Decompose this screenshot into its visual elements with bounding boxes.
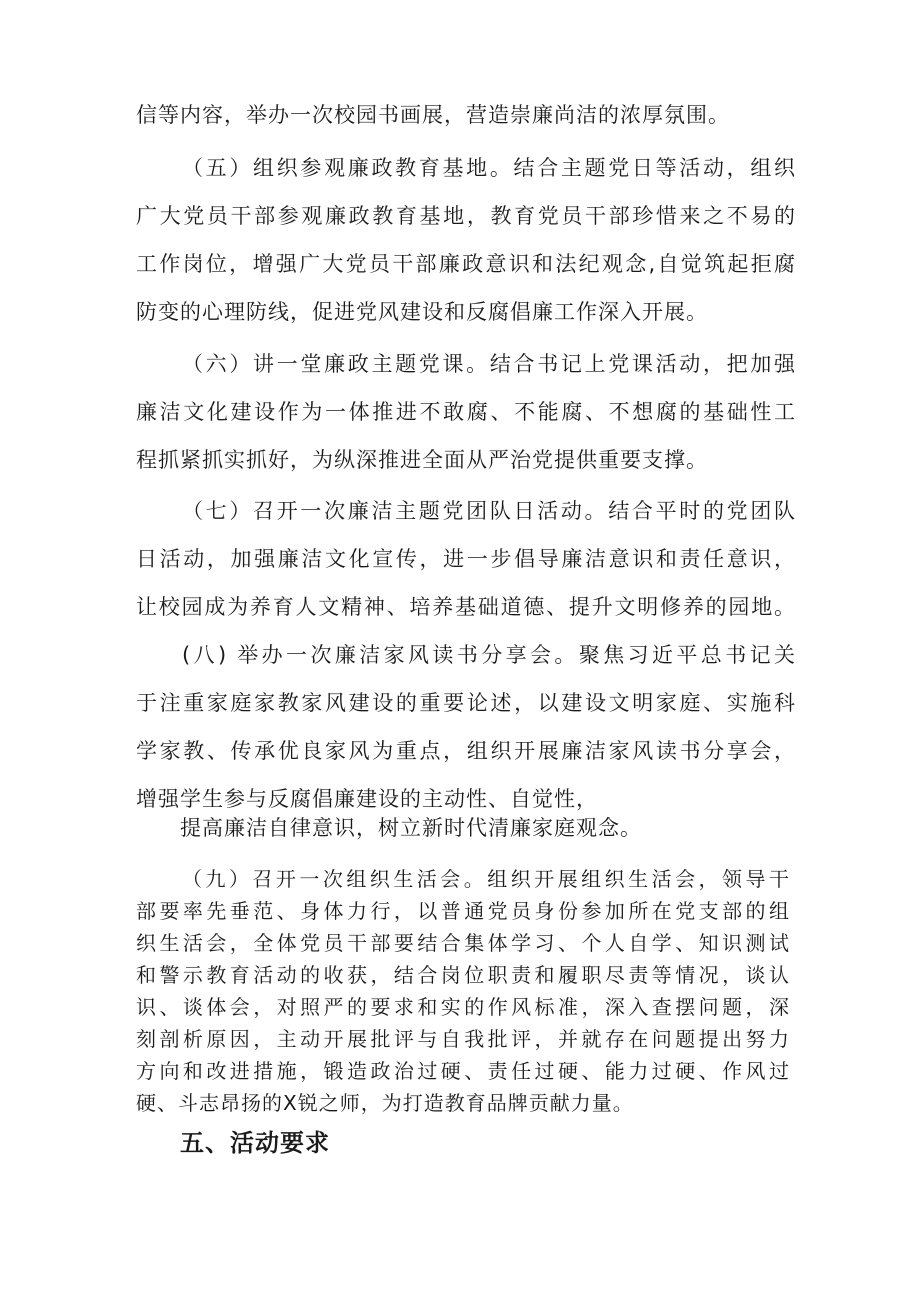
paragraph-party-lesson [136,340,796,484]
paragraph-organization-meeting [136,863,790,1119]
text-line: 廉洁文化建设作为一体推进不敢腐、不能腐、不想腐的基础性工 [136,400,796,424]
section-heading: 五、活动要求 [180,1129,330,1157]
text-line: 程抓紧抓实抓好，为纵深推进全面从严治党提供重要支撑。 [136,448,708,472]
text-line: 工作岗位，增强广大党员干部廉政意识和法纪观念,自觉筑起拒腐 [136,252,796,276]
text-line: 硬、斗志昂扬的X锐之师，为打造教育品牌贡献力量。 [136,1091,634,1115]
text-line: （六）讲一堂廉政主题党课。结合书记上党课活动，把加强 [182,352,796,376]
text-line: （九）召开一次组织生活会。组织开展组织生活会，领导干 [182,867,790,891]
text-line: 增强学生参与反腐倡廉建设的主动性、自觉性， [136,787,598,811]
text-line: 日活动，加强廉洁文化宣传，进一步倡导廉洁意识和责任意识， [136,547,796,571]
text-line: 织生活会，全体党员干部要结合集体学习、个人自学、知识测试 [136,931,790,955]
text-line: 学家教、传承优良家风为重点，组织开展廉洁家风读书分享会， [136,739,796,763]
paragraph-team-day-activity [136,487,796,631]
text-line: 和警示教育活动的收获，结合岗位职责和履职尽责等情况，谈认 [136,963,790,987]
text-line: 刻剖析原因，主动开展批评与自我批评，并就存在问题提出努力 [136,1027,790,1051]
text-line: 提高廉洁自律意识，树立新时代清廉家庭观念。 [180,816,642,840]
text-line: 让校园成为养育人文精神、培养基础道德、提升文明修养的园地。 [136,595,796,619]
paragraph-self-discipline [180,813,780,843]
text-line: 防变的心理防线，促进党风建设和反腐倡廉工作深入开展。 [136,300,708,324]
text-line: （七）召开一次廉洁主题党团队日活动。结合平时的党团队 [182,499,796,523]
text-line: 广大党员干部参观廉政教育基地，教育党员干部珍惜来之不易的 [136,204,796,228]
text-line: 识、谈体会，对照严的要求和实的作风标准，深入查摆问题，深 [136,995,790,1019]
text-line: 方向和改进措施，锻造政治过硬、责任过硬、能力过硬、作风过 [136,1059,790,1083]
text-line: 部要率先垂范、身体力行，以普通党员身份参加所在党支部的组 [136,899,790,923]
text-line: （五）组织参观廉政教育基地。结合主题党日等活动，组织 [182,156,796,180]
paragraph-visit-education-base [136,144,796,336]
text-line: 于注重家庭家教家风建设的重要论述，以建设文明家庭、实施科 [136,691,796,715]
text-line: (八) 举办一次廉洁家风读书分享会。聚焦习近平总书记关 [182,643,796,667]
text-line: 信等内容，举办一次校园书画展，营造崇廉尚洁的浓厚氛围。 [136,103,730,127]
paragraph-family-reading-session [136,631,796,823]
paragraph-calligraphy-exhibition-tail [136,100,796,130]
